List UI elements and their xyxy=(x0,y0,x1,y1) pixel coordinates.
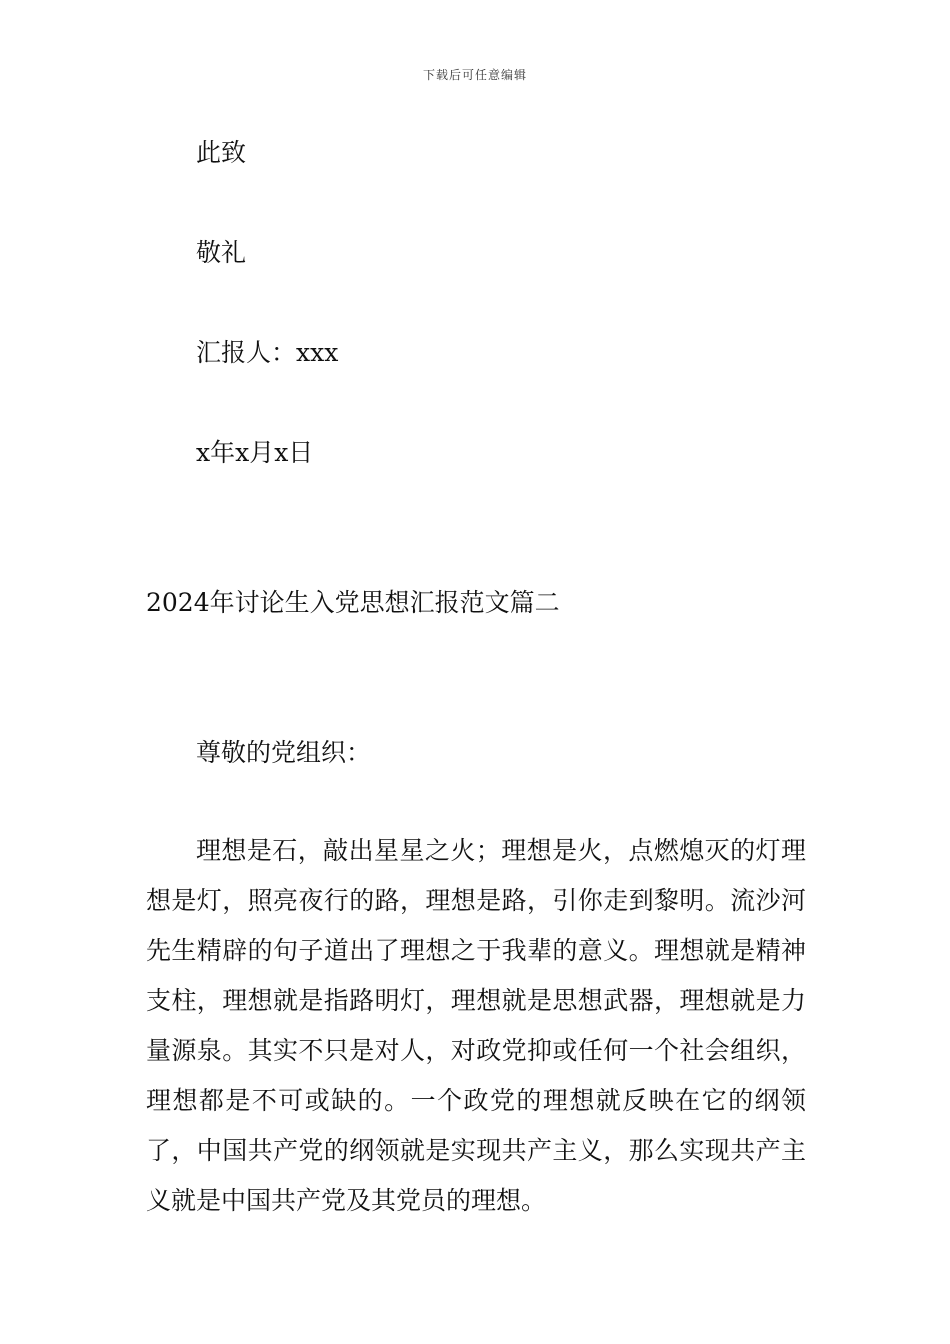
body-paragraph: 理想是石，敲出星星之火；理想是火，点燃熄灭的灯理想是灯，照亮夜行的路，理想是路，引你走到黎明。流沙河先生精辟的句子道出了理想之于我辈的意义。理想就是精神支柱，理想就是指路明灯，理想就是思想武器，理想就是力量源泉。其实不只是对人，对政党抑或任何一个社会组织，理想都是不可或缺的。一个政党的理想就反映在它的纲领了，中国共产党的纲领就是实现共产主义，那么实现共产主义就是中国共产党及其党员的理想。 xyxy=(146,836,806,1215)
page-header-note: 下载后可任意编辑 xyxy=(422,68,527,82)
closing-salutation-line2: 敬礼 xyxy=(196,238,247,267)
report-date: x年x月x日 xyxy=(196,438,314,467)
reporter-signature: 汇报人：xxx xyxy=(196,338,339,367)
section-title: 2024年讨论生入党思想汇报范文篇二 xyxy=(146,588,560,617)
closing-salutation-line1: 此致 xyxy=(196,138,247,167)
letter-greeting: 尊敬的党组织： xyxy=(196,738,372,767)
